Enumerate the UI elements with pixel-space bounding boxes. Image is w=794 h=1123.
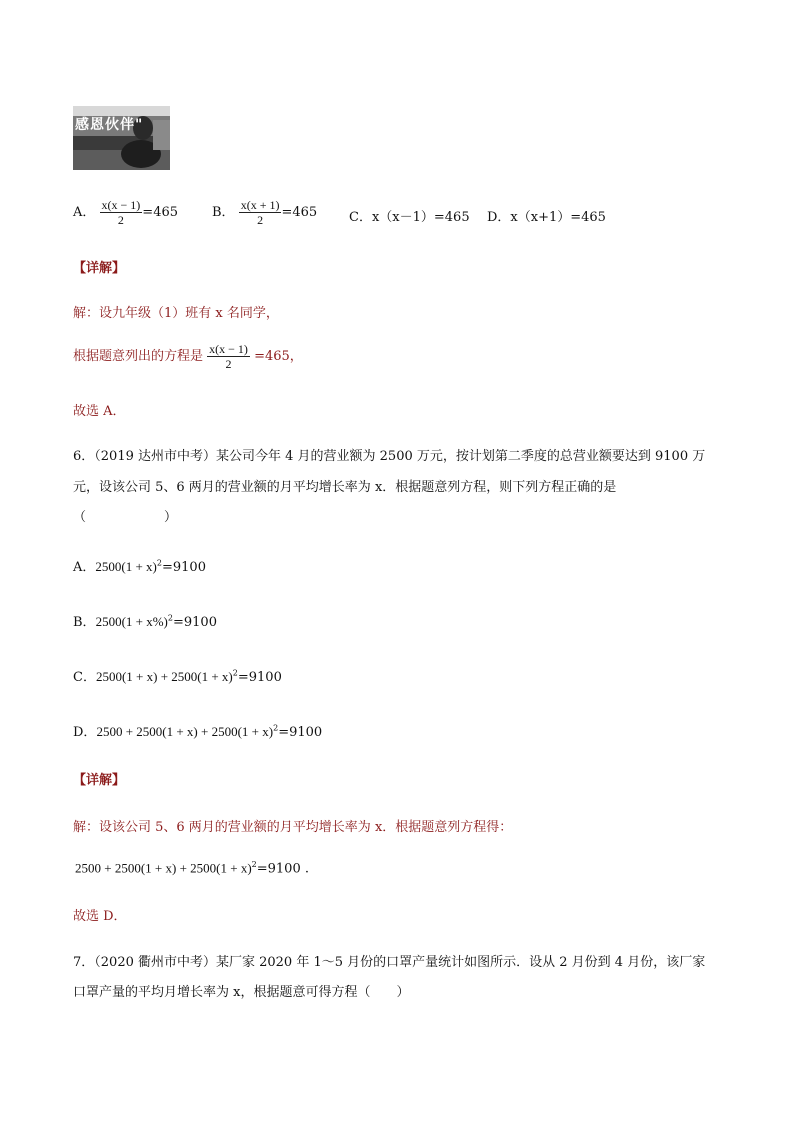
q6-solution-line1: 解：设该公司 5、6 两月的营业额的月平均增长率为 x．根据题意列方程得： (73, 820, 513, 835)
q7-stem-line2: 口罩产量的平均月增长率为 x，根据题意可得方程（ ） (73, 985, 410, 1000)
photo-caption: 感恩伙伴" (75, 117, 144, 133)
q5-option-b: B． $\frac{x(x + 1)}{2}$ =465 (212, 198, 318, 227)
q7-stem-line1: 7．（2020 衢州市中考）某厂家 2020 年 1～5 月份的口罩产量统计如图所示．设从 2 月份到 4 月份，该厂家 (73, 955, 706, 970)
q5-solution-line2: 根据题意列出的方程是 $\frac{x(x - 1)}{2}$ =465， (73, 342, 303, 371)
q6-detail-heading: 【详解】 (73, 773, 126, 788)
q6-answer: 故选 D． (73, 909, 127, 924)
q6-option-a: A．$2500(1 + x)^2=9100$ (73, 558, 206, 575)
q6-stem-line3: （ ） (73, 510, 178, 525)
q6-stem-line1: 6．（2019 达州市中考）某公司今年 4 月的营业额为 2500 万元，按计划第二季度的总营业额要达到 9100 万 (73, 449, 706, 464)
q5-solution-line1: 解：设九年级（1）班有 x 名同学， (73, 306, 279, 321)
q6-stem-line2: 元，设该公司 5、6 两月的营业额的月平均增长率为 x．根据题意列方程，则下列方程正确的是 (73, 480, 617, 495)
fraction: $\frac{x(x - 1)}{2}$ (101, 198, 141, 227)
q5-detail-heading: 【详解】 (73, 261, 126, 276)
q6-option-b: B．$2500(1 + x\%)^2=9100$ (73, 613, 217, 630)
q5-option-c: C．x（x－1）=465 (349, 210, 470, 225)
q5-answer: 故选 A． (73, 404, 126, 419)
option-label: A． (73, 205, 96, 220)
q6-solution-equation: $2500 + 2500(1 + x) + 2500(1 + x)^2=9100$ . (75, 860, 309, 877)
award-photo (73, 106, 170, 170)
q6-option-d: D．$2500 + 2500(1 + x) + 2500(1 + x)^2=9100$ (73, 723, 323, 740)
option-label: B． (212, 205, 235, 220)
q6-option-c: C．$2500(1 + x) + 2500(1 + x)^2=9100$ (73, 668, 282, 685)
q5-option-a: A． $\frac{x(x - 1)}{2}$ =465 (73, 198, 179, 227)
fraction: $\frac{x(x + 1)}{2}$ (240, 198, 280, 227)
fraction: $\frac{x(x - 1)}{2}$ (209, 342, 248, 371)
q5-option-d: D．x（x+1）=465 (487, 210, 606, 225)
